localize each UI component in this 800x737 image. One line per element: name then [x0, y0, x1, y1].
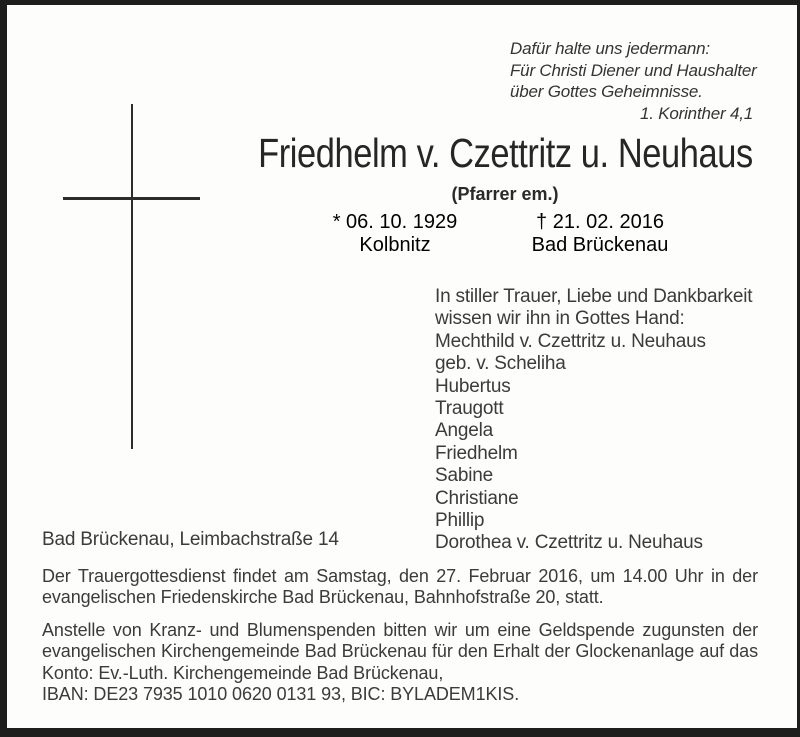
birth-info — [305, 211, 485, 257]
deceased-name: Friedhelm v. Czettritz u. Neuhaus — [257, 130, 753, 176]
mourner-line: Dorothea v. Czettritz u. Neuhaus — [435, 532, 703, 554]
mourners-list — [435, 286, 752, 555]
mourner-line: Phillip — [435, 510, 485, 532]
death-place: Bad Brückenau — [531, 234, 669, 256]
service-paragraph: Der Trauergottesdienst findet am Samstag, den 27. Februar 2016, um 14.00 Uhr in der evangelischen Friedenskirche Bad Brückenau, Bahnhofstraße 20, statt. — [42, 566, 758, 608]
birth-date: * 06. 10. 1929 — [332, 211, 458, 233]
donation-paragraph — [42, 620, 758, 705]
death-date: † 21. 02. 2016 — [536, 211, 664, 233]
mourner-line: Sabine — [435, 465, 493, 487]
mourner-line: Traugott — [435, 398, 504, 420]
mourning-intro-line: wissen wir ihn in Gottes Hand: — [435, 308, 685, 330]
birth-place: Kolbnitz — [359, 234, 431, 256]
mourner-line: Hubertus — [435, 375, 511, 397]
deceased-name-heading — [180, 131, 797, 175]
mourner-line: Christiane — [435, 487, 519, 509]
mourner-line: Friedhelm — [435, 442, 518, 464]
death-info — [500, 211, 700, 257]
mourner-line: Mechthild v. Czettritz u. Neuhaus — [435, 330, 706, 352]
mourner-line: Angela — [435, 420, 493, 442]
obituary-content — [7, 5, 797, 728]
mourner-line: geb. v. Scheliha — [435, 353, 566, 375]
bank-details-line: IBAN: DE23 7935 1010 0620 0131 93, BIC: BYLADEM1KIS. — [42, 683, 520, 704]
deceased-title: (Pfarrer em.) — [451, 184, 559, 204]
scripture-reference: 1. Korinther 4,1 — [639, 104, 753, 124]
donation-text: Anstelle von Kranz- und Blumenspenden bitten wir um eine Geldspende zugunsten der evangelischen Kirchengemeinde Bad Brückenau für den Erhalt der Glockenanlage auf das Konto: Ev.-Luth. Kirchengemeinde Bad Brückenau, — [42, 620, 758, 683]
scripture-quote — [510, 38, 757, 125]
family-address: Bad Brückenau, Leimbachstraße 14 — [42, 529, 339, 550]
scripture-quote-line: Für Christi Diener und Haushalter — [510, 60, 757, 80]
mourning-intro-line: In stiller Trauer, Liebe und Dankbarkeit — [435, 286, 753, 307]
memorial-cross-icon — [131, 104, 133, 449]
obituary-sheet — [7, 5, 797, 728]
scripture-quote-line: über Gottes Geheimnisse. — [510, 82, 703, 102]
scripture-quote-line: Dafür halte uns jedermann: — [510, 39, 710, 58]
